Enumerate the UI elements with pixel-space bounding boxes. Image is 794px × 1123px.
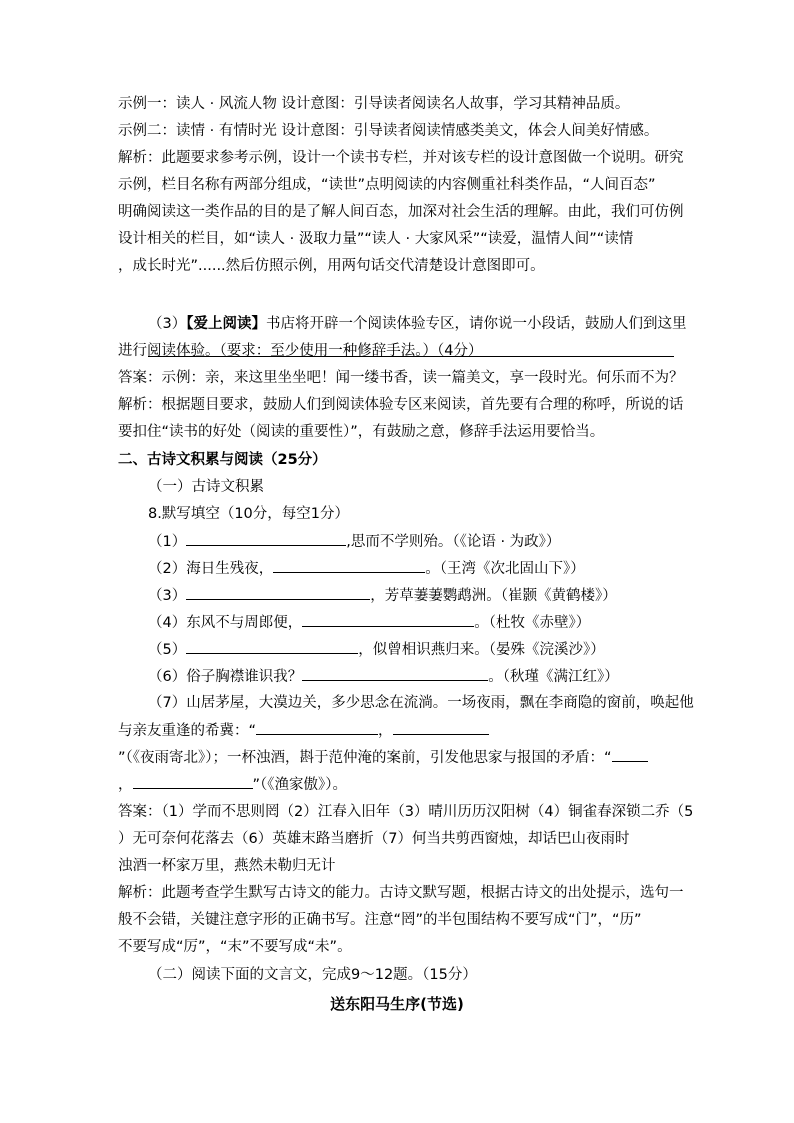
fill-item-2-source: 。（王湾《次北固山下》） bbox=[425, 561, 585, 577]
fill-item-7-comma: ， bbox=[378, 723, 393, 739]
analysis-2-line-1: 解析：根据题目要求，鼓励人们到阅读体验专区来阅读，首先要有合理的称呼，所说的话 bbox=[118, 397, 684, 413]
question-3-line-1 bbox=[148, 314, 686, 334]
fill-blank-1 bbox=[186, 531, 346, 546]
subsection-1-heading: （一）古诗文积累 bbox=[148, 479, 264, 495]
fill-item-4 bbox=[148, 612, 590, 633]
answer-8-line-2: ）无可奈何花落去（6）英雄末路当磨折（7）何当共剪西窗烛，却话巴山夜雨时 bbox=[118, 831, 630, 847]
fill-item-7-line-2 bbox=[118, 720, 489, 741]
fill-blank-7c bbox=[612, 747, 648, 762]
section-2-heading: 二、古诗文积累与阅读（25分） bbox=[118, 452, 327, 468]
fill-item-7-source: ”（《渔家傲》）。 bbox=[252, 777, 348, 793]
example-one-line: 示例一：读人 · 风流人物 设计意图：引导读者阅读名人故事，学习其精神品质。 bbox=[118, 96, 630, 112]
answer-8-line-3: 浊酒一杯家万里，燕然未勒归无计 bbox=[118, 858, 336, 874]
fill-item-1 bbox=[148, 531, 560, 552]
answer-line-1: 答案：示例：亲，来这里坐坐吧！闻一缕书香，读一篇美文，享一段时光。何乐而不为？ bbox=[118, 370, 684, 386]
answer-8-line-1: 答案：（1）学而不思则罔（2）江春入旧年（3）晴川历历汉阳树（4）铜雀春深锁二乔（5 bbox=[118, 804, 694, 820]
fill-item-7-line-3 bbox=[118, 747, 648, 768]
analysis-8-line-3: 不要写成“厉”，“末”不要写成“未”。 bbox=[118, 939, 352, 955]
fill-blank-5 bbox=[186, 639, 358, 654]
fill-item-2-label: （2）海日生残夜， bbox=[148, 561, 274, 577]
fill-item-1-label: （1） bbox=[148, 534, 187, 550]
analysis-8-line-2: 般不会错，关键注意字形的正确书写。注意“罔”的半包围结构不要写成“门”，“历” bbox=[118, 912, 642, 928]
fill-item-7-comma-2: ， bbox=[118, 777, 133, 793]
fill-item-2 bbox=[148, 558, 585, 579]
fill-item-7-prompt-2: ”（《夜雨寄北》）；一杯浊酒，斟于范仲淹的案前，引发他思家与报国的矛盾：“ bbox=[118, 750, 612, 766]
passage-title: 送东阳马生序(节选) bbox=[330, 995, 464, 1013]
fill-item-7-line-4 bbox=[118, 774, 347, 795]
analysis-line-5: ，成长时光”......然后仿照示例，用两句话交代清楚设计意图即可。 bbox=[118, 258, 545, 274]
fill-item-3 bbox=[148, 585, 617, 606]
question-3-line-2: 进行阅读体验。（要求：至少使用一种修辞手法。）（4分） bbox=[118, 343, 483, 359]
analysis-line-1: 解析：此题要求参考示例，设计一个读书专栏，并对该专栏的设计意图做一个说明。研究 bbox=[118, 150, 684, 166]
fill-item-7-line-1: （7）山居茅屋，大漠边关，多少思念在流淌。一场夜雨，飘在李商隐的窗前，唤起他 bbox=[148, 695, 694, 711]
fill-item-1-source: ,思而不学则殆。（《论语 · 为政》） bbox=[346, 534, 561, 550]
fill-blank-7d bbox=[133, 774, 253, 789]
fill-item-5-source: ，似曾相识燕归来。（晏殊《浣溪沙》） bbox=[358, 642, 605, 658]
answer-line bbox=[148, 356, 674, 357]
fill-blank-7b bbox=[393, 720, 489, 735]
fill-item-6-source: 。（秋瑾《满江红》） bbox=[488, 669, 619, 685]
question-3-topic: 【爱上阅读】 bbox=[186, 316, 266, 332]
fill-item-3-label: （3） bbox=[148, 588, 187, 604]
analysis-2-line-2: 要扣住“读书的好处（阅读的重要性）”，有鼓励之意，修辞手法运用要恰当。 bbox=[118, 424, 605, 440]
analysis-line-2: 示例，栏目名称有两部分组成，“读世”点明阅读的内容侧重社科类作品，“人间百态” bbox=[118, 177, 656, 193]
fill-item-4-label: （4）东风不与周郎便， bbox=[148, 615, 303, 631]
fill-blank-6 bbox=[302, 666, 488, 681]
question-3-number: （3） bbox=[148, 316, 187, 332]
example-two-line: 示例二：读情 · 有情时光 设计意图：引导读者阅读情感类美文，体会人间美好情感。 bbox=[118, 123, 659, 139]
subsection-2-heading: （二）阅读下面的文言文，完成9～12题。（15分） bbox=[148, 967, 477, 983]
analysis-8-line-1: 解析：此题考查学生默写古诗文的能力。古诗文默写题，根据古诗文的出处提示，选句一 bbox=[118, 885, 684, 901]
question-3-prompt: 书店将开辟一个阅读体验专区，请你说一小段话，鼓励人们到这里 bbox=[265, 316, 687, 332]
fill-blank-3 bbox=[186, 585, 370, 600]
analysis-line-4: 设计相关的栏目，如“读人 · 汲取力量”“读人 · 大家风采”“读爱，温情人间”“读情 bbox=[118, 231, 634, 247]
fill-item-7-prompt: 与亲友重逢的希冀：“ bbox=[118, 723, 257, 739]
question-8-heading: 8.默写填空（10分，每空1分） bbox=[148, 506, 350, 522]
fill-blank-2 bbox=[273, 558, 425, 573]
fill-item-5 bbox=[148, 639, 605, 660]
fill-item-6 bbox=[148, 666, 619, 687]
fill-blank-7a bbox=[256, 720, 378, 735]
fill-blank-4 bbox=[302, 612, 474, 627]
fill-item-3-source: ，芳草萋萋鹦鹉洲。（崔颢《黄鹤楼》） bbox=[370, 588, 617, 604]
analysis-line-3: 明确阅读这一类作品的目的是了解人间百态，加深对社会生活的理解。由此，我们可仿例 bbox=[118, 204, 684, 220]
fill-item-6-label: （6）俗子胸襟谁识我？ bbox=[148, 669, 303, 685]
fill-item-4-source: 。（杜牧《赤壁》） bbox=[474, 615, 591, 631]
fill-item-5-label: （5） bbox=[148, 642, 187, 658]
